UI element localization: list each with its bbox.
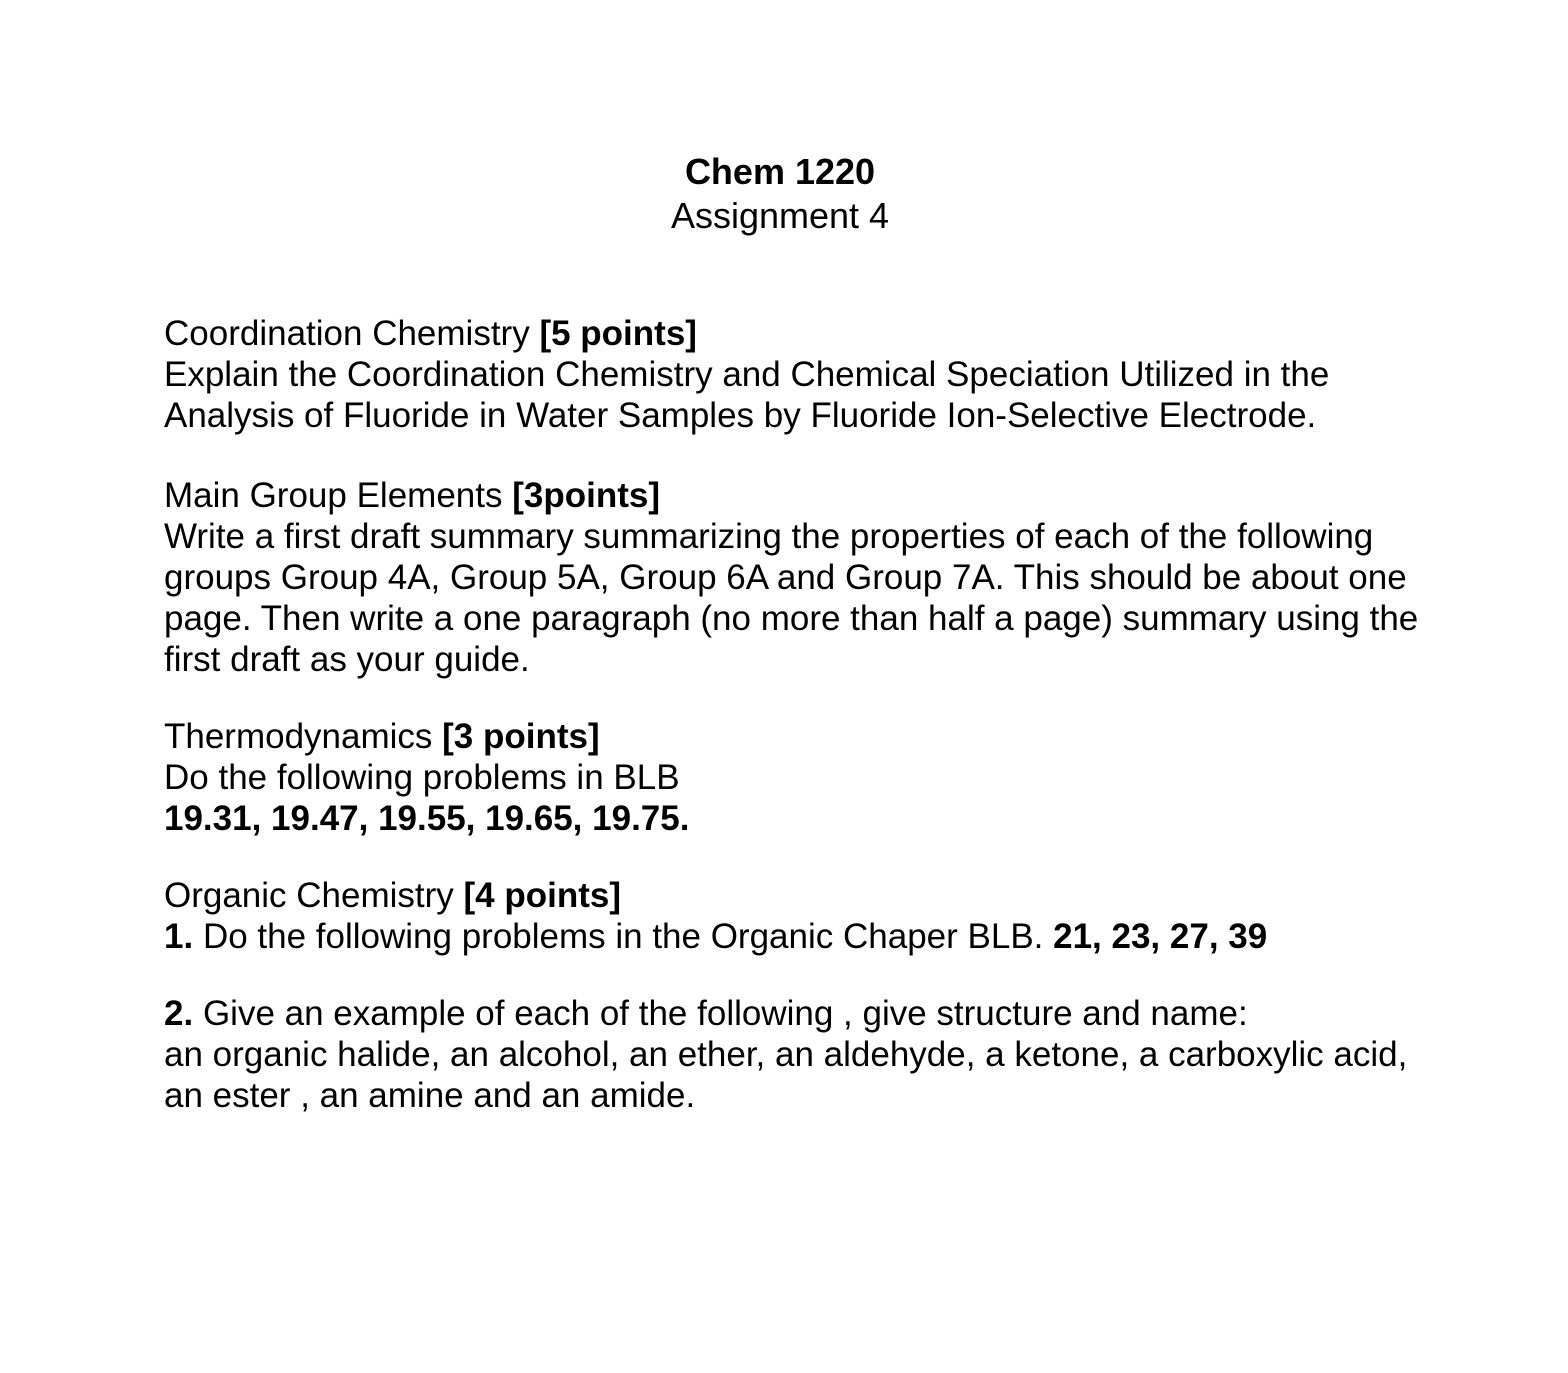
- section-description: Explain the Coordination Chemistry and Chemical Speciation Utilized in the Analysis of Fluoride in Water Samples by Fluoride Ion-Selective Electrode.: [164, 355, 1330, 435]
- question-text: Do the following problems in the Organic Chaper BLB.: [202, 917, 1044, 956]
- document-header: [0, 150, 1560, 238]
- problem-list: 21, 23, 27, 39: [1053, 917, 1268, 956]
- example-list: an organic halide, an alcohol, an ether, an aldehyde, a ketone, a carboxylic acid, an ester , an amine and an amide.: [164, 1035, 1408, 1115]
- section-heading: [164, 716, 1424, 757]
- spacer: [164, 436, 1424, 475]
- points-label: [3points]: [512, 476, 660, 515]
- section-heading: [164, 475, 1424, 516]
- section-description: Do the following problems in BLB: [164, 758, 680, 797]
- section-heading: [164, 875, 1424, 916]
- section-title: Coordination Chemistry: [164, 314, 530, 353]
- assignment-body: [164, 313, 1424, 1116]
- spacer: [164, 839, 1424, 875]
- section-main-group-elements: [164, 475, 1424, 680]
- question-number: 1.: [164, 917, 194, 956]
- section-title: Thermodynamics: [164, 717, 433, 756]
- points-label: [5 points]: [539, 314, 697, 353]
- question-item-1: [164, 916, 1424, 957]
- section-heading: [164, 313, 1424, 354]
- question-item-2: [164, 993, 1424, 1034]
- section-organic-chemistry: [164, 875, 1424, 1116]
- assignment-subtitle: Assignment 4: [670, 195, 890, 236]
- section-title: Organic Chemistry: [164, 876, 454, 915]
- question-text: Give an example of each of the following , give structure and name:: [202, 994, 1248, 1033]
- question-number: 2.: [164, 994, 194, 1033]
- problem-list: 19.31, 19.47, 19.55, 19.65, 19.75.: [164, 799, 690, 838]
- section-thermodynamics: [164, 716, 1424, 839]
- points-label: [3 points]: [442, 717, 600, 756]
- spacer: [164, 957, 1424, 993]
- course-title: Chem 1220: [684, 151, 876, 192]
- spacer: [164, 680, 1424, 716]
- section-title: Main Group Elements: [164, 476, 503, 515]
- section-coordination-chemistry: [164, 313, 1424, 436]
- points-label: [4 points]: [463, 876, 622, 915]
- section-description: Write a first draft summary summarizing the properties of each of the following groups Group 4A, Group 5A, Group 6A and Group 7A. This should be about one page. Then write a one paragraph (no more than half a page) summary using the first draft as your guide.: [164, 517, 1419, 679]
